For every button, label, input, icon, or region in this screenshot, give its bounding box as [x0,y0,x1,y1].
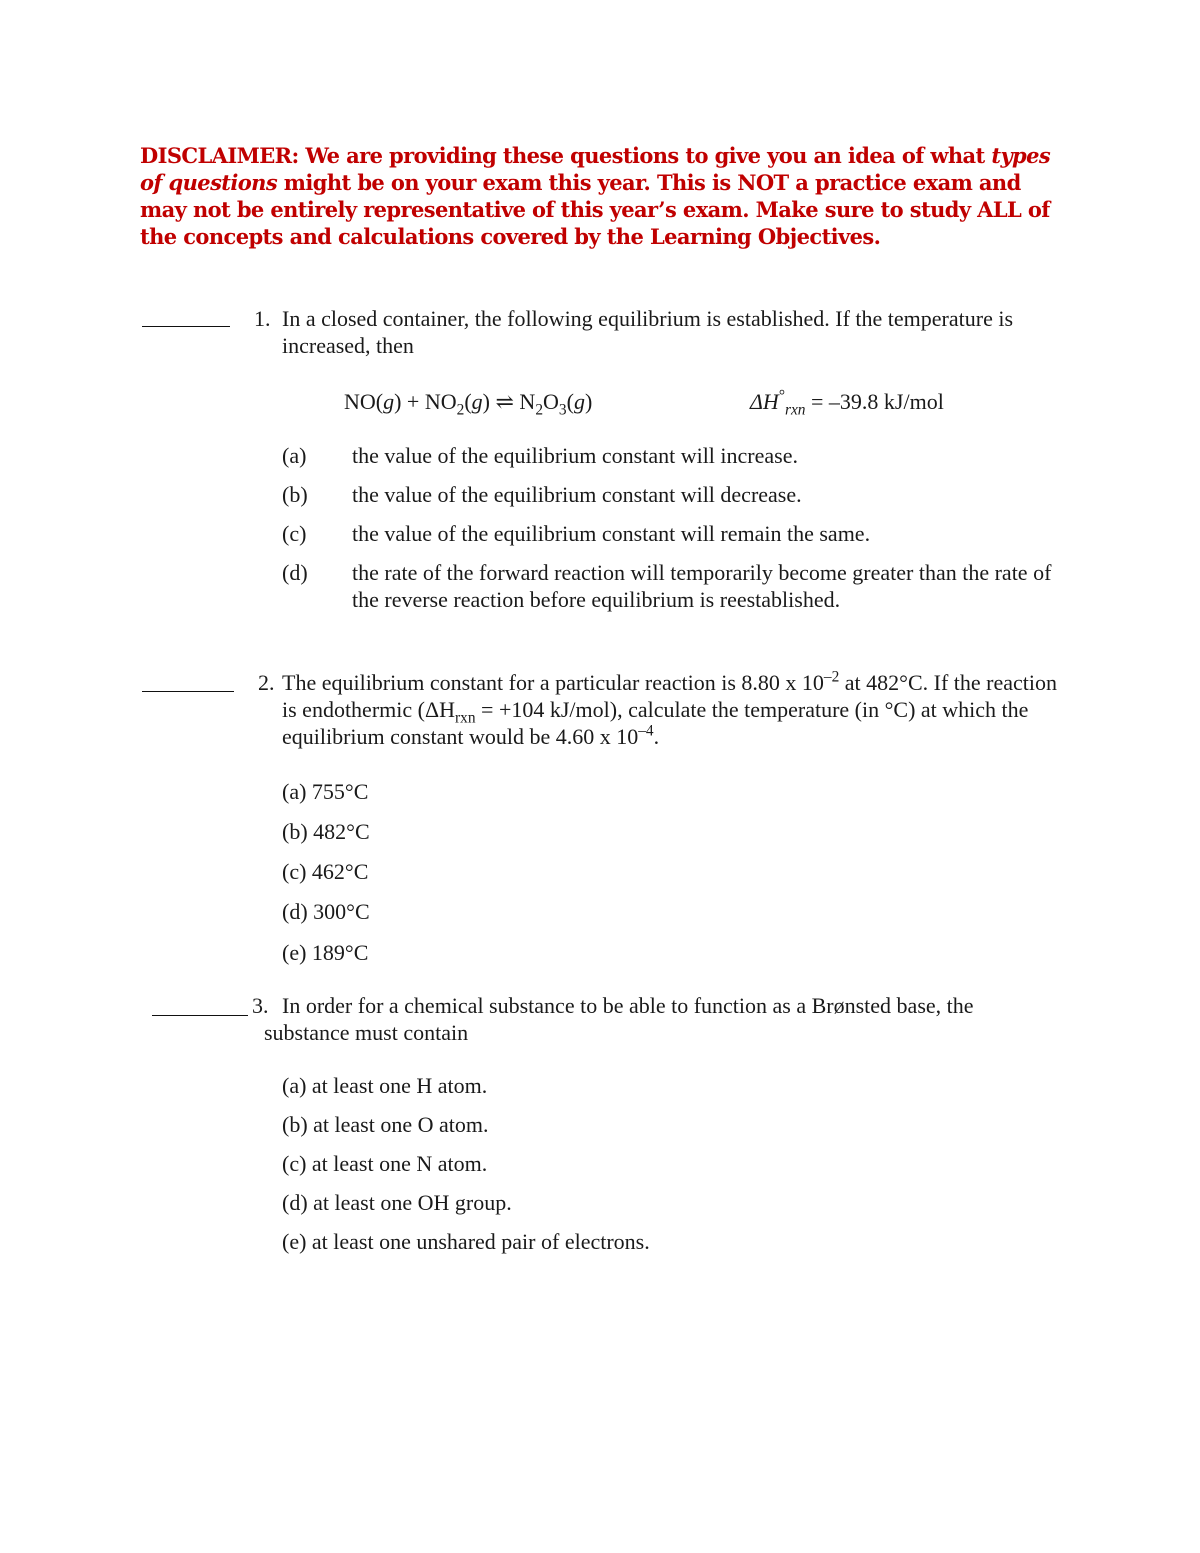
question-1-text: In a closed container, the following equilibrium is established. If the temperature is increased, then [282,306,1014,358]
question-3-line-2: substance must contain [264,1020,469,1045]
q3-option-d: (d) at least one OH group. [282,1190,512,1215]
question-3-line-1: In order for a chemical substance to be able to function as a Brønsted base, the [282,993,974,1018]
disclaimer-rest: might be on your exam this year. This is NOT a practice exam and may not be entirely representative of this year’s exam. Make sure to study ALL of the concepts and calculations covered by the Learning Objectives. [140,170,1050,249]
q1-option-d-text: the rate of the forward reaction will temporarily become greater than the rate of the reverse reaction before equilibrium is reestablished. [352,560,1052,612]
disclaimer-italic: types of questions [140,143,1051,195]
q2-option-e: (e) 189°C [282,940,369,965]
enthalpy-1: $\Delta H^\circ_{rxn} = -39.8$ kJ/mol [750,387,944,419]
disclaimer [140,142,1070,250]
q2-option-a: (a) 755°C [282,779,369,804]
answer-blank-2[interactable] [142,691,234,692]
q3-option-e: (e) at least one unshared pair of electrons. [282,1229,650,1254]
q1-option-b-text: the value of the equilibrium constant will decrease. [352,482,802,507]
q1-option-c-letter: (c) [282,521,307,546]
q2-option-d: (d) 300°C [282,899,370,924]
question-1-number: 1. [254,306,271,331]
q1-option-a-text: the value of the equilibrium constant will increase. [352,443,798,468]
q3-option-c: (c) at least one N atom. [282,1151,488,1176]
disclaimer-lead: DISCLAIMER: We are providing these questions to give you an idea of what [140,143,992,168]
q1-option-b-letter: (b) [282,482,308,507]
answer-blank-3[interactable] [152,1015,248,1016]
q1-option-d-letter: (d) [282,560,308,585]
q2-option-b: (b) 482°C [282,819,370,844]
q3-option-a: (a) at least one H atom. [282,1073,488,1098]
question-3-number: 3. [252,993,269,1018]
q1-option-c-text: the value of the equilibrium constant will remain the same. [352,521,871,546]
question-2-text: The equilibrium constant for a particular reaction is 8.80 x $10^{-2}$ at 482°C. If the reaction is endothermic ($\Delta H_{rxn} = +104$ kJ/mol), calculate the temperature (in °C) at which the equilibrium constant would be 4.60 x $10^{-4}$. [282,668,1058,749]
equation-1: $NO(g) + NO_2(g)$ ⇌ $N_2O_3(g)$ [344,389,593,419]
q3-option-b: (b) at least one O atom. [282,1112,489,1137]
question-2-number: 2. [258,670,275,695]
q1-option-a-letter: (a) [282,443,307,468]
answer-blank-1[interactable] [142,326,230,327]
q2-option-c: (c) 462°C [282,859,369,884]
